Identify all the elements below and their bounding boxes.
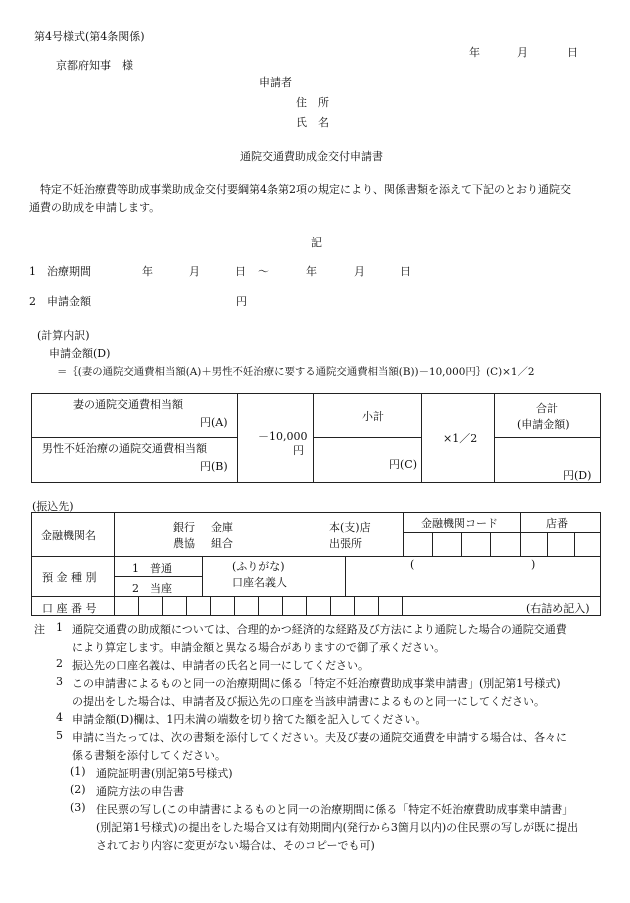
- half-multiplier: ×1／2: [443, 432, 478, 445]
- period-start-month: 月: [189, 265, 200, 278]
- calc-label: (計算内訳): [37, 329, 90, 342]
- note-2-line-1: 振込先の口座名義は、申請者の氏名と同一にしてください。: [72, 659, 369, 672]
- note-1-line-2: により算定します。申請金額と異なる場合がありますので御了承ください。: [72, 641, 446, 654]
- total-label: 合計: [536, 402, 558, 415]
- calc-amount-label: 申請金額(D): [49, 347, 111, 360]
- note-1-number: 1: [56, 621, 63, 634]
- intro-line-1: 特定不妊治療費等助成事業助成金交付要綱第4条第2項の規定により、関係書類を添えて下記のとおり通院交: [40, 183, 571, 196]
- note-1-line-1: 通院交通費の助成額については、合理的かつ経済的な経路及び方法により通院した場合の通院交通費: [72, 623, 567, 636]
- sub-item-1: 通院証明書(別記第5号様式): [96, 767, 233, 780]
- intro-line-2: 通費の助成を申請します。: [29, 201, 161, 214]
- account-number-label: 口 座 番 号: [42, 602, 97, 615]
- treatment-period-label: 1 治療期間: [29, 265, 91, 278]
- deduction-unit: 円: [293, 444, 304, 457]
- requested-amount-unit: 円: [236, 295, 247, 308]
- document-title: 通院交通費助成金交付申請書: [240, 150, 383, 163]
- applicant-label: 申請者: [259, 76, 292, 89]
- total-sublabel: (申請金額): [517, 418, 570, 431]
- period-start-day: 日: [235, 265, 246, 278]
- sub-item-2: 通院方法の申告書: [96, 785, 184, 798]
- sub-item-2-number: (2): [70, 783, 86, 796]
- sub-item-3-number: (3): [70, 801, 86, 814]
- date-year: 年: [469, 46, 480, 59]
- notes-head: 注: [34, 623, 45, 636]
- institution-code-label: 金融機関コード: [421, 517, 498, 530]
- shinkin-option: 金庫: [211, 521, 233, 534]
- period-tilde: ～: [258, 265, 269, 278]
- note-5-line-1: 申請に当たっては、次の書類を添付してください。夫及び妻の通院交通費を申請する場合は、各々に: [72, 731, 567, 744]
- period-end-month: 月: [354, 265, 365, 278]
- wife-transport-cost-unit: 円(A): [200, 416, 228, 429]
- sub-branch-option: 出張所: [329, 537, 362, 550]
- calc-formula: ＝｛(妻の通院交通費相当額(A)＋男性不妊治療に要する通院交通費相当額(B))－10,000円｝(C)×1／2: [57, 366, 535, 378]
- deposit-type-label: 預 金 種 別: [42, 571, 97, 584]
- date-month: 月: [517, 46, 528, 59]
- right-align-note: (右詰め記入): [526, 602, 590, 615]
- ki-heading: 記: [311, 236, 322, 249]
- subtotal-unit: 円(C): [389, 458, 417, 471]
- addressee: 京都府知事 様: [56, 59, 133, 72]
- deposit-type-ordinary: 1 普通: [132, 562, 172, 575]
- nokyo-option: 農協: [173, 537, 195, 550]
- sub-item-1-number: (1): [70, 765, 86, 778]
- applicant-name-label: 氏 名: [296, 116, 329, 129]
- branch-number-label: 店番: [546, 517, 568, 530]
- period-start-year: 年: [142, 265, 153, 278]
- furigana-label: (ふりがな): [232, 560, 285, 573]
- deposit-type-checking: 2 当座: [132, 582, 172, 595]
- transfer-destination-label: (振込先): [32, 500, 74, 513]
- note-3-line-1: この申請書によるものと同一の治療期間に係る「特定不妊治療費助成事業申請書」(別記第1号様式): [72, 677, 561, 690]
- note-5-line-2: 係る書類を添付してください。: [72, 749, 226, 762]
- branch-option: 本(支)店: [329, 521, 371, 534]
- institution-name-label: 金融機関名: [41, 529, 96, 542]
- male-treatment-cost-label: 男性不妊治療の通院交通費相当額: [42, 442, 207, 455]
- deduction-amount: －10,000: [258, 430, 308, 443]
- note-3-line-2: の提出をした場合は、申請者及び振込先の口座を当該申請書によるものと同一にしてください。: [72, 695, 545, 708]
- bank-option: 銀行: [173, 521, 195, 534]
- period-end-day: 日: [400, 265, 411, 278]
- note-2-number: 2: [56, 657, 63, 670]
- applicant-address-label: 住 所: [296, 96, 329, 109]
- male-treatment-cost-unit: 円(B): [200, 460, 228, 473]
- date-day: 日: [567, 46, 578, 59]
- wife-transport-cost-label: 妻の通院交通費相当額: [73, 398, 183, 411]
- sub-item-3-line-1: 住民票の写し(この申請書によるものと同一の治療期間に係る「特定不妊治療費助成事業申請書」: [96, 803, 574, 816]
- sub-item-3-line-2: (別記第1号様式)の提出をした場合又は有効期間内(発行から3箇月以内)の住民票の写しが既に提出: [96, 821, 579, 834]
- note-4-line-1: 申請金額(D)欄は、1円未満の端数を切り捨てた額を記入してください。: [72, 713, 427, 726]
- note-4-number: 4: [56, 711, 63, 724]
- furigana-paren-close: ): [531, 558, 536, 571]
- note-5-number: 5: [56, 729, 63, 742]
- note-3-number: 3: [56, 675, 63, 688]
- requested-amount-label: 2 申請金額: [29, 295, 91, 308]
- total-unit: 円(D): [563, 469, 592, 482]
- form-number: 第4号様式(第4条関係): [34, 30, 145, 43]
- period-end-year: 年: [306, 265, 317, 278]
- account-holder-label: 口座名義人: [232, 576, 287, 589]
- kumiai-option: 組合: [211, 537, 233, 550]
- sub-item-3-line-3: されており内容に変更がない場合は、そのコピーでも可): [96, 839, 375, 852]
- subtotal-label: 小計: [362, 410, 384, 423]
- furigana-paren-open: (: [410, 558, 415, 571]
